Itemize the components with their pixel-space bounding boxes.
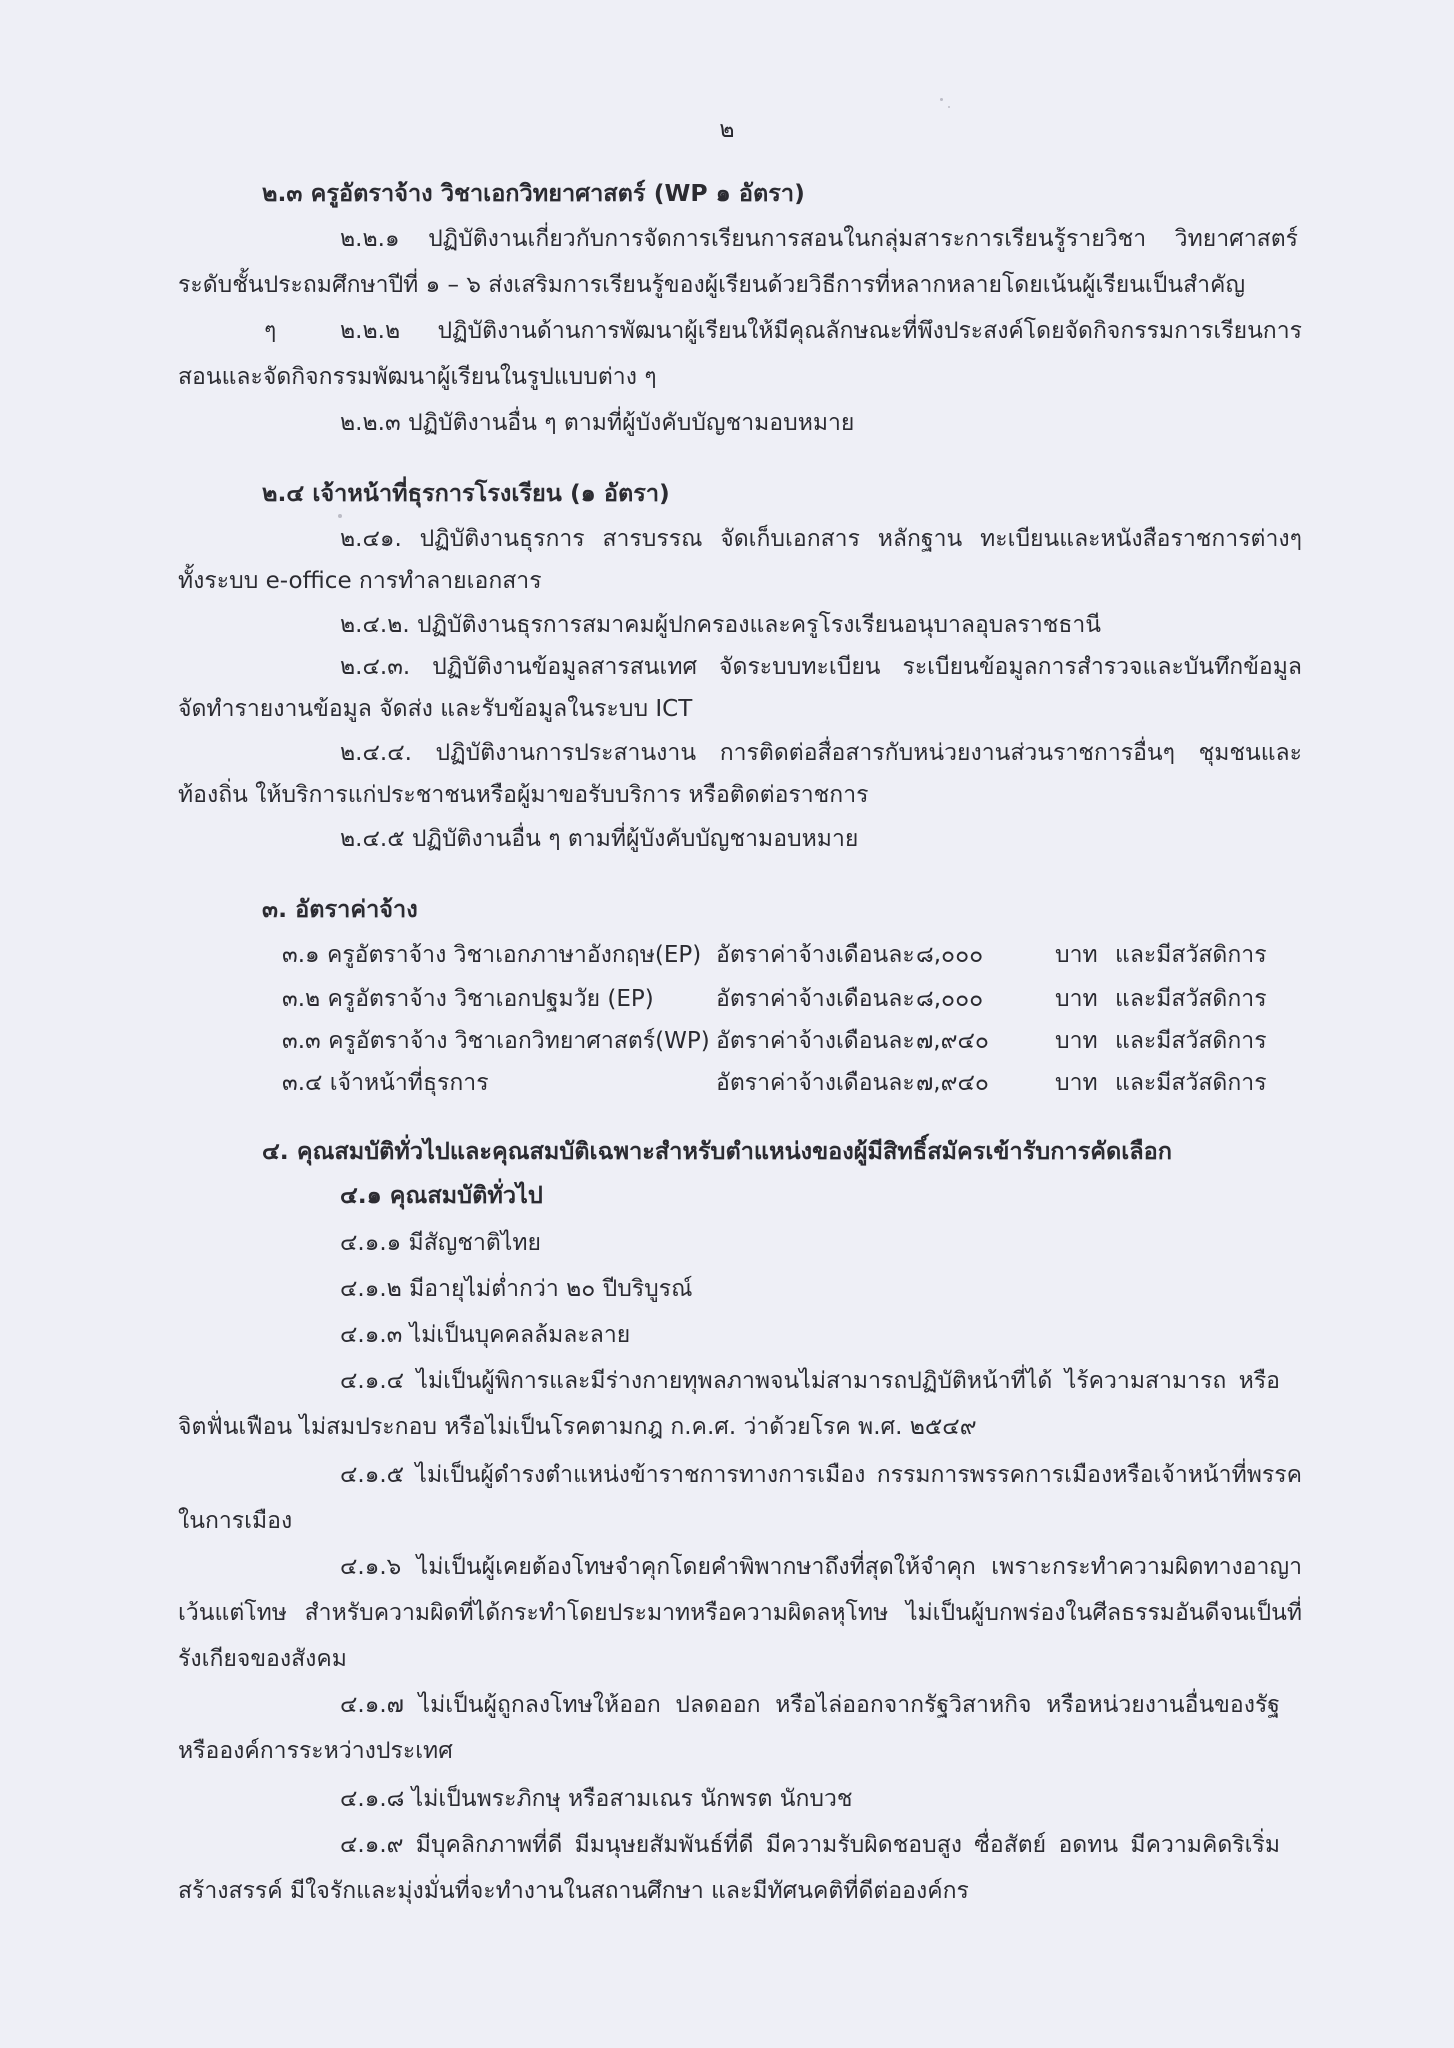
scan-speck	[948, 106, 950, 108]
section-heading: ๓. อัตราค่าจ้าง	[262, 895, 418, 923]
paragraph-line: ทั้งระบบ e-office การทำลายเอกสาร	[178, 568, 542, 594]
wage-amount: ๘,๐๐๐	[916, 942, 984, 968]
paragraph-line: ๔.๑.๕ ไม่เป็นผู้ดำรงตำแหน่งข้าราชการทางการเมือง กรรมการพรรคการเมืองหรือเจ้าหน้าที่พรรค	[340, 1462, 1302, 1488]
paragraph-line: ๒.๒.๓ ปฏิบัติงานอื่น ๆ ตามที่ผู้บังคับบัญชามอบหมาย	[340, 410, 855, 436]
paragraph-line: ๔.๑.๔ ไม่เป็นผู้พิการและมีร่างกายทุพลภาพจนไม่สามารถปฏิบัติหน้าที่ได้ ไร้ความสามารถ หรือ	[340, 1368, 1280, 1394]
paragraph-line: รังเกียจของสังคม	[178, 1646, 347, 1672]
wage-amount: ๗,๙๔๐	[916, 1028, 989, 1054]
wage-unit: บาท	[1055, 986, 1098, 1012]
section-heading: ๔. คุณสมบัติทั่วไปและคุณสมบัติเฉพาะสำหรับตำแหน่งของผู้มีสิทธิ์สมัครเข้ารับการคัดเลือก	[262, 1137, 1173, 1165]
wage-benefit: และมีสวัสดิการ	[1115, 1028, 1267, 1054]
wage-rate-label: อัตราค่าจ้างเดือนละ	[716, 1070, 915, 1096]
paragraph-line: ท้องถิ่น ให้บริการแก่ประชาชนหรือผู้มาขอรับบริการ หรือติดต่อราชการ	[178, 782, 869, 808]
paragraph-line: ๒.๒.๑ ปฏิบัติงานเกี่ยวกับการจัดการเรียนการสอนในกลุ่มสาระการเรียนรู้รายวิชา วิทยาศาสตร์	[340, 226, 1298, 252]
paragraph-line: ๒.๔.๕ ปฏิบัติงานอื่น ๆ ตามที่ผู้บังคับบัญชามอบหมาย	[340, 826, 859, 852]
subsection-heading: ๔.๑ คุณสมบัติทั่วไป	[340, 1181, 543, 1209]
paragraph-line: ๒.๒.๒ ปฏิบัติงานด้านการพัฒนาผู้เรียนให้มีคุณลักษณะที่พึงประสงค์โดยจัดกิจกรรมการเรียนการ	[340, 318, 1302, 344]
stray-mark: ๆ	[264, 318, 277, 344]
paragraph-line: ๔.๑.๖ ไม่เป็นผู้เคยต้องโทษจำคุกโดยคำพิพากษาถึงที่สุดให้จำคุก เพราะกระทำความผิดทางอาญา	[340, 1554, 1302, 1580]
wage-unit: บาท	[1055, 942, 1098, 968]
wage-row	[282, 1026, 1302, 1056]
wage-benefit: และมีสวัสดิการ	[1115, 942, 1267, 968]
wage-row	[282, 984, 1302, 1014]
scan-speck	[940, 98, 943, 101]
paragraph-line: ๔.๑.๓ ไม่เป็นบุคคลล้มละลาย	[340, 1322, 631, 1348]
paragraph-line: ๔.๑.๙ มีบุคลิกภาพที่ดี มีมนุษยสัมพันธ์ที่ดี มีความรับผิดชอบสูง ซื่อสัตย์ อดทน มีความคิดริเริ่ม	[340, 1832, 1280, 1858]
wage-benefit: และมีสวัสดิการ	[1115, 1070, 1267, 1096]
wage-position: ๓.๑ ครูอัตราจ้าง วิชาเอกภาษาอังกฤษ(EP)	[282, 942, 702, 968]
paragraph-line: จิตฟั่นเฟือน ไม่สมประกอบ หรือไม่เป็นโรคตามกฎ ก.ค.ศ. ว่าด้วยโรค พ.ศ. ๒๕๔๙	[178, 1414, 977, 1440]
section-heading: ๒.๔ เจ้าหน้าที่ธุรการโรงเรียน (๑ อัตรา)	[262, 479, 670, 507]
paragraph-line: ๒.๔.๓. ปฏิบัติงานข้อมูลสารสนเทศ จัดระบบทะเบียน ระเบียนข้อมูลการสำรวจและบันทึกข้อมูล	[340, 654, 1302, 680]
paragraph-line: ๔.๑.๗ ไม่เป็นผู้ถูกลงโทษให้ออก ปลดออก หรือไล่ออกจากรัฐวิสาหกิจ หรือหน่วยงานอื่นของรัฐ	[340, 1692, 1280, 1718]
paragraph-line: สอนและจัดกิจกรรมพัฒนาผู้เรียนในรูปแบบต่าง ๆ	[178, 364, 657, 390]
paragraph-line: ๒.๔๑. ปฏิบัติงานธุรการ สารบรรณ จัดเก็บเอกสาร หลักฐาน ทะเบียนและหนังสือราชการต่างๆ	[340, 526, 1302, 552]
paragraph-line: สร้างสรรค์ มีใจรักและมุ่งมั่นที่จะทำงานในสถานศึกษา และมีทัศนคติที่ดีต่อองค์กร	[178, 1878, 969, 1904]
paragraph-line: จัดทำรายงานข้อมูล จัดส่ง และรับข้อมูลในระบบ ICT	[178, 696, 693, 722]
paragraph-line: หรือองค์การระหว่างประเทศ	[178, 1738, 453, 1764]
paragraph-line: เว้นแต่โทษ สำหรับความผิดที่ได้กระทำโดยประมาทหรือความผิดลหุโทษ ไม่เป็นผู้บกพร่องในศีลธรรมอันดีจนเป็นที่	[178, 1600, 1302, 1626]
paragraph-line: ๒.๔.๒. ปฏิบัติงานธุรการสมาคมผู้ปกครองและครูโรงเรียนอนุบาลอุบลราชธานี	[340, 612, 1102, 638]
wage-rate-label: อัตราค่าจ้างเดือนละ	[716, 1028, 915, 1054]
page-number: ๒	[719, 117, 735, 143]
wage-amount: ๗,๙๔๐	[916, 1070, 989, 1096]
wage-unit: บาท	[1055, 1028, 1098, 1054]
wage-position: ๓.๓ ครูอัตราจ้าง วิชาเอกวิทยาศาสตร์(WP)	[282, 1028, 710, 1054]
wage-row	[282, 1068, 1302, 1098]
paragraph-line: ๔.๑.๘ ไม่เป็นพระภิกษุ หรือสามเณร นักพรต นักบวช	[340, 1786, 853, 1812]
scan-speck	[338, 514, 342, 518]
wage-position: ๓.๒ ครูอัตราจ้าง วิชาเอกปฐมวัย (EP)	[282, 986, 654, 1012]
paragraph-line: ๒.๔.๔. ปฏิบัติงานการประสานงาน การติดต่อสื่อสารกับหน่วยงานส่วนราชการอื่นๆ ชุมชนและ	[340, 740, 1302, 766]
paragraph-line: ในการเมือง	[178, 1508, 293, 1534]
wage-rate-label: อัตราค่าจ้างเดือนละ	[716, 986, 915, 1012]
paragraph-line: ๔.๑.๑ มีสัญชาติไทย	[340, 1230, 542, 1256]
wage-unit: บาท	[1055, 1070, 1098, 1096]
wage-rate-label: อัตราค่าจ้างเดือนละ	[716, 942, 915, 968]
wage-amount: ๘,๐๐๐	[916, 986, 984, 1012]
wage-position: ๓.๔ เจ้าหน้าที่ธุรการ	[282, 1070, 489, 1096]
paragraph-line: ระดับชั้นประถมศึกษาปีที่ ๑ – ๖ ส่งเสริมการเรียนรู้ของผู้เรียนด้วยวิธีการที่หลากหลายโดยเน้นผู้เรียนเป็นสำคัญ	[178, 272, 1246, 298]
wage-row	[282, 940, 1302, 970]
wage-benefit: และมีสวัสดิการ	[1115, 986, 1267, 1012]
section-heading: ๒.๓ ครูอัตราจ้าง วิชาเอกวิทยาศาสตร์ (WP ๑ อัตรา)	[262, 179, 805, 207]
paragraph-line: ๔.๑.๒ มีอายุไม่ต่ำกว่า ๒๐ ปีบริบูรณ์	[340, 1276, 693, 1302]
